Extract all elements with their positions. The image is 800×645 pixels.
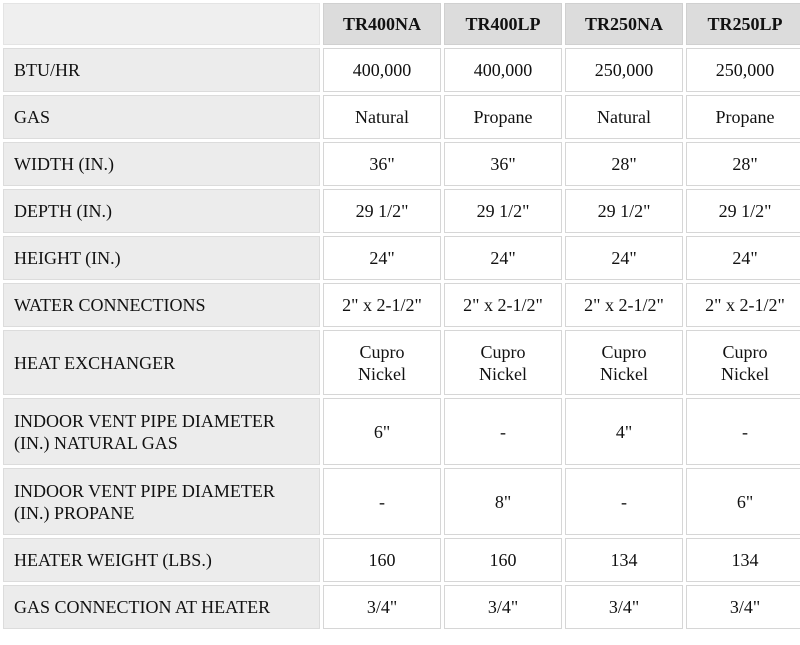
value-cell: 6": [686, 468, 800, 535]
value-cell: Propane: [686, 95, 800, 139]
value-cell: Natural: [323, 95, 441, 139]
value-cell: 36": [323, 142, 441, 186]
value-cell: 24": [565, 236, 683, 280]
row-width: [3, 142, 800, 186]
value-cell: -: [565, 468, 683, 535]
value-cell: 24": [444, 236, 562, 280]
value-cell: 6": [323, 398, 441, 465]
row-label: GAS CONNECTION AT HEATER: [3, 585, 320, 629]
row-gas: [3, 95, 800, 139]
value-cell: 134: [686, 538, 800, 582]
value-cell: 400,000: [323, 48, 441, 92]
value-cell: Cupro Nickel: [444, 330, 562, 395]
value-cell: 28": [565, 142, 683, 186]
row-height: [3, 236, 800, 280]
value-cell: 2" x 2-1/2": [323, 283, 441, 327]
model-header-tr400lp: TR400LP: [444, 3, 562, 45]
value-cell: 4": [565, 398, 683, 465]
value-cell: 28": [686, 142, 800, 186]
row-depth: [3, 189, 800, 233]
value-cell: 36": [444, 142, 562, 186]
value-cell: 2" x 2-1/2": [444, 283, 562, 327]
value-cell: Natural: [565, 95, 683, 139]
value-cell: 3/4": [444, 585, 562, 629]
row-btu-hr: [3, 48, 800, 92]
value-cell: Cupro Nickel: [565, 330, 683, 395]
value-cell: 160: [444, 538, 562, 582]
row-label: HEIGHT (IN.): [3, 236, 320, 280]
row-water-connections: [3, 283, 800, 327]
value-cell: 8": [444, 468, 562, 535]
value-cell: 250,000: [565, 48, 683, 92]
value-cell: -: [323, 468, 441, 535]
row-vent-propane: [3, 468, 800, 535]
row-label: GAS: [3, 95, 320, 139]
value-cell: -: [444, 398, 562, 465]
value-cell: 134: [565, 538, 683, 582]
value-cell: 29 1/2": [323, 189, 441, 233]
row-label: WATER CONNECTIONS: [3, 283, 320, 327]
value-cell: 24": [323, 236, 441, 280]
value-cell: -: [686, 398, 800, 465]
value-cell: 29 1/2": [565, 189, 683, 233]
value-cell: 160: [323, 538, 441, 582]
row-gas-connection: [3, 585, 800, 629]
row-label: BTU/HR: [3, 48, 320, 92]
value-cell: 2" x 2-1/2": [686, 283, 800, 327]
value-cell: 400,000: [444, 48, 562, 92]
row-heater-weight: [3, 538, 800, 582]
row-label: WIDTH (IN.): [3, 142, 320, 186]
value-cell: 24": [686, 236, 800, 280]
value-cell: 29 1/2": [686, 189, 800, 233]
row-vent-natural-gas: [3, 398, 800, 465]
value-cell: Cupro Nickel: [323, 330, 441, 395]
value-cell: 2" x 2-1/2": [565, 283, 683, 327]
value-cell: 250,000: [686, 48, 800, 92]
header-corner-cell: [3, 3, 320, 45]
model-header-tr250lp: TR250LP: [686, 3, 800, 45]
row-label: INDOOR VENT PIPE DIAMETER (IN.) PROPANE: [3, 468, 320, 535]
row-label: HEATER WEIGHT (LBS.): [3, 538, 320, 582]
value-cell: Cupro Nickel: [686, 330, 800, 395]
row-label: HEAT EXCHANGER: [3, 330, 320, 395]
value-cell: 3/4": [686, 585, 800, 629]
value-cell: 29 1/2": [444, 189, 562, 233]
model-header-tr250na: TR250NA: [565, 3, 683, 45]
header-row: [3, 3, 800, 45]
value-cell: 3/4": [565, 585, 683, 629]
model-header-tr400na: TR400NA: [323, 3, 441, 45]
row-label: DEPTH (IN.): [3, 189, 320, 233]
value-cell: 3/4": [323, 585, 441, 629]
row-label: INDOOR VENT PIPE DIAMETER (IN.) NATURAL GAS: [3, 398, 320, 465]
row-heat-exchanger: [3, 330, 800, 395]
value-cell: Propane: [444, 95, 562, 139]
